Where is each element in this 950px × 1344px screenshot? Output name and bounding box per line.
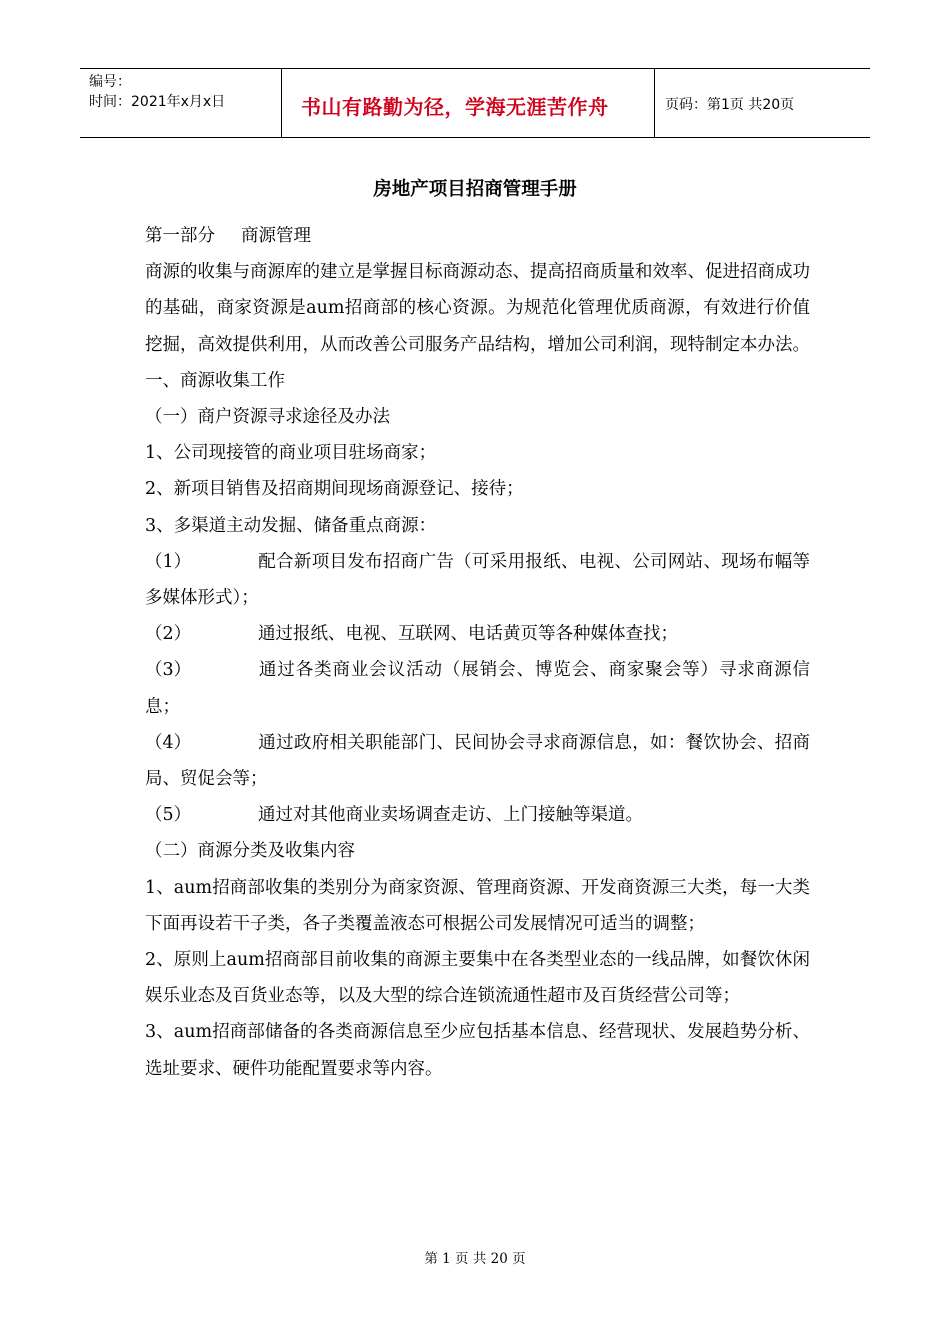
- document-body: [145, 218, 810, 1087]
- list-item: 1、aum招商部收集的类别分为商家资源、管理商资源、开发商资源三大类，每一大类下面再设若干子类，各子类覆盖液态可根据公司发展情况可适当的调整；: [145, 877, 810, 934]
- list-item: 2、原则上aum招商部目前收集的商源主要集中在各类型业态的一线品牌，如餐饮休闲娱乐业态及百货业态等，以及大型的综合连锁流通性超市及百货经营公司等；: [145, 950, 810, 1007]
- subitem: [145, 544, 810, 616]
- subsection-heading: （一）商户资源寻求途径及办法: [145, 407, 390, 428]
- page-footer: 第 1 页 共 20 页: [424, 1251, 526, 1267]
- subitem: [145, 725, 810, 797]
- subitem-text: 通过报纸、电视、互联网、电话黄页等各种媒体查找；: [258, 624, 678, 645]
- subsection-heading: （二）商源分类及收集内容: [145, 841, 355, 862]
- subitem-label: （2）: [145, 624, 192, 645]
- subitem-label: （5）: [145, 805, 192, 826]
- part-heading: 第一部分: [145, 226, 215, 246]
- part-heading-line: [145, 218, 810, 254]
- subitem-label: （4）: [145, 732, 192, 753]
- header-motto-cell: [281, 69, 655, 137]
- list-item: 2、新项目销售及招商期间现场商源登记、接待；: [145, 479, 524, 500]
- section-heading: 一、商源收集工作: [145, 370, 285, 391]
- subitem: [145, 652, 810, 724]
- document-title: 房地产项目招商管理手册: [373, 179, 577, 200]
- subitem-label: （1）: [145, 551, 192, 572]
- document-date-label: 时间：2021年x月x日: [89, 94, 226, 110]
- subitem-text: 通过政府相关职能部门、民间协会寻求商源信息，如：餐饮协会、招商局、贸促会等；: [145, 732, 810, 790]
- part-title: 商源管理: [241, 226, 311, 246]
- header-page-cell: [655, 69, 870, 137]
- list-item: 3、aum招商部储备的各类商源信息至少应包括基本信息、经营现状、发展趋势分析、选址要求、硬件功能配置要求等内容。: [145, 1022, 810, 1079]
- intro-paragraph: 商源的收集与商源库的建立是掌握目标商源动态、提高招商质量和效率、促进招商成功的基础，商家资源是aum招商部的核心资源。为规范化管理优质商源，有效进行价值挖掘，高效提供利用，从而改善公司服务产品结构，增加公司利润，现特制定本办法。: [145, 262, 810, 355]
- list-item: 1、公司现接管的商业项目驻场商家；: [145, 443, 437, 464]
- header-page-code: 页码：第1页 共20页: [665, 97, 795, 113]
- header-left-cell: [80, 69, 282, 137]
- subitem: [145, 616, 810, 652]
- subitem-text: 通过对其他商业卖场调查走访、上门接触等渠道。: [258, 805, 643, 826]
- header-motto: 书山有路勤为径，学海无涯苦作舟: [301, 95, 609, 119]
- header-table: [80, 68, 870, 138]
- document-number-label: 编号：: [89, 74, 131, 90]
- subitem-text: 通过各类商业会议活动（展销会、博览会、商家聚会等）寻求商源信息；: [145, 660, 810, 717]
- list-item: 3、多渠道主动发掘、储备重点商源：: [145, 515, 437, 536]
- subitem-label: （3）: [145, 660, 192, 681]
- subitem-text: 配合新项目发布招商广告（可采用报纸、电视、公司网站、现场布幅等多媒体形式）；: [145, 551, 810, 609]
- subitem: [145, 797, 810, 833]
